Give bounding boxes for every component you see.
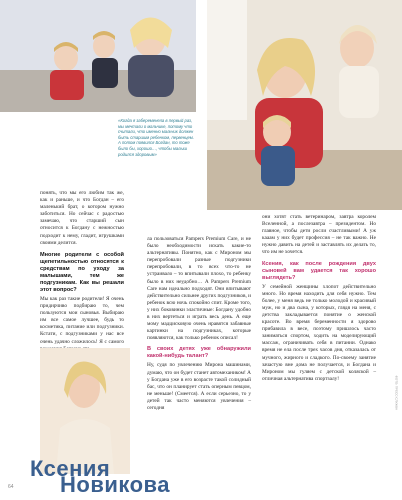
pull-quote-text: «Когда я забеременела в первый раз, мы мечтали о мальчике, потому что считали, что именно мальчик должен быть старшим ребенком, первенцем. А потом появился Богдан, то тоже было бы, хорошо…, чтобы малыш родился здоровым»	[118, 118, 194, 157]
name-last: Новикова	[60, 472, 171, 497]
question-3: Ксения, как после рождения двух сыновей вам удается так хорошо выглядеть?	[262, 260, 376, 281]
photo-credit: ФОТО: ПРЕСС-СЛУЖБА	[394, 375, 398, 410]
page-number: 64	[8, 484, 14, 490]
column-2	[147, 236, 251, 412]
answer-2: Ну, судя по увлечению Мирона машинами, думаю, что он будет станет автомехаником! А у Богдана уже в его возрасте такой солидный бас, что он планирует стать оперным певцом, не меньше! (Смеется). А если серьезно, то у детей так часто меняются увлечения – сегодня	[147, 362, 251, 411]
column-1-intro	[40, 190, 124, 247]
answer-1-continued: ла пользоваться Pampers Premium Care, и не было необходимости искать какие-то альтернативы. Понятно, как с Мироном мы перепробовали разные подгузники перепробовали, в то всех что-то не устраивало – то впитывали плохо, то ребенку было в них неудобно… А Pampers Premium Care нам идеально подходят. Они впитывают действительно сильнее других подгузников, и ребенок всю ночь спокойно спит. Кроме того, у них боковинки эластичные: Богдану удобно в них вертеться и играть весь день. А еще мому мадцисковую очень нравятся забавные картинки на подгузниках, которые появляются, как только ребенок описал!	[147, 236, 251, 342]
main-photo-illustration	[207, 0, 402, 210]
answer-2-continued: они хотят стать ветеринаром, завтра королем Вселенной, а послезавтра – президентом. Но главное, чтобы дети росли счастливыми! А уж кааам у них будет профессия – не так важно. Не нужно давить на детей и заставлять их делать то, что им не хочется.	[262, 214, 376, 256]
answer-3: У семейной женщины хлопот действительно много. Но время находить для себя нужно. Тем более, у меня ведь не только молодой и красивый муж, но и два сына, у которых, глядя на меня, с детства закладывается понятие о женской красоте. Во время беременности я здорово прибавила в весе, поэтому пришлось часто заниматься спортом, ходить на моделирующий массаж, ограничивать себя в питании. Однако время не ела после трех часов дня, отказалась от мучного, жирного и сладкого. По-своему занятие зачастую вне дома не получается, и Богдана и Мироном мы гуляем с детской коляской – отличная альтернатива спортзалу!	[262, 283, 376, 382]
family-photo-illustration	[0, 0, 196, 112]
name-first: Ксения	[30, 456, 111, 481]
answer-1: Мы как раз такие родители! Я очень придирчиво подбираю то, чем пользуются мои сыновья. Выбираю им все самое лучшее, будь то косметика, питание или подгузники. Кстати, с подгузниками у нас все очень удачно сложилось! Я с самого	[40, 296, 124, 345]
family-photo-main	[207, 0, 402, 210]
question-1: Многие родители с особой щепетильностью относятся к средствам по уходу за малышами, тем же подгузникам. Как вы решали этот вопрос?	[40, 252, 124, 293]
column-1-qa	[40, 248, 124, 353]
family-photo-top	[0, 0, 196, 112]
question-2: В своих детях уже обнаружили какой-нибудь талант?	[147, 346, 251, 360]
column-1-intro-text: понять, что мы его любим так же, как и раньше, и что Богдан – его маленький брат, о котором нужно заботиться. Но сейчас с радостью замечаю, что старший сын относится к Богдану с нежностью подходит к нему, гладит, игрушками своими делится.	[40, 190, 124, 246]
column-3	[262, 214, 376, 383]
pull-quote	[118, 118, 196, 186]
